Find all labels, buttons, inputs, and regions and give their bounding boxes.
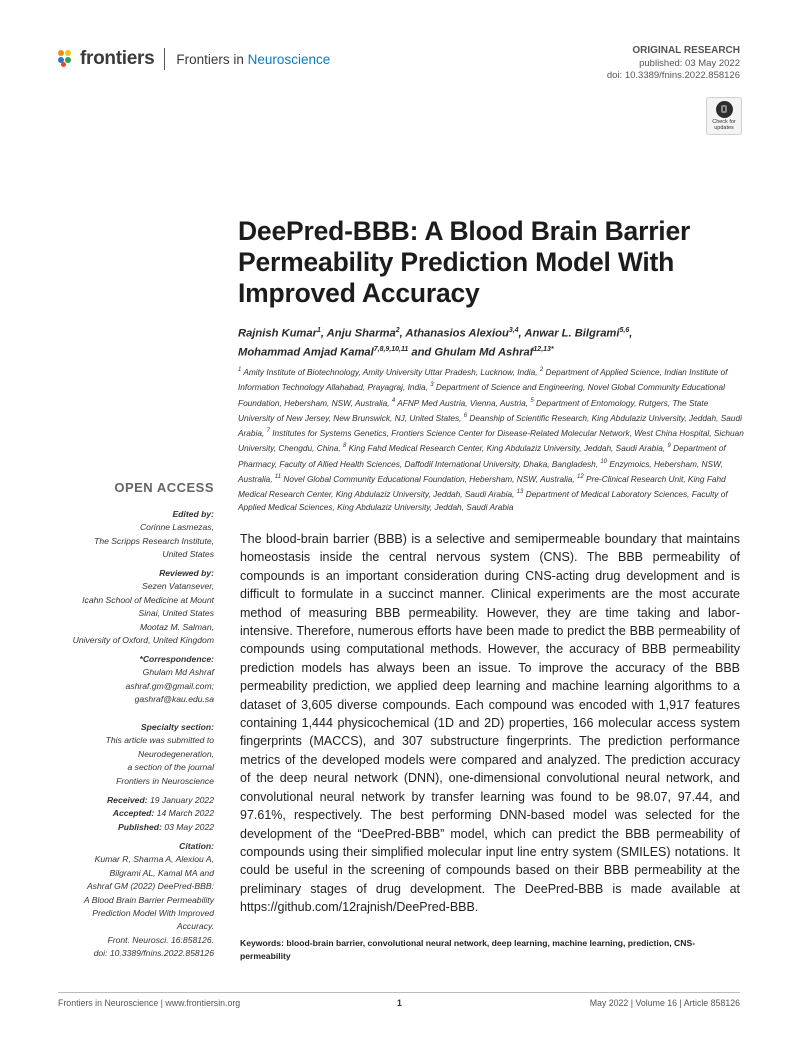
affiliation-text: Department of Pharmacy, Faculty of Allied Health Sciences, Daffodil International University, Dhaka, Bangladesh, [238, 443, 726, 469]
sidebar-line: University of Oxford, United Kingdom [72, 635, 214, 646]
affiliations [238, 364, 744, 515]
edited-by-lines [24, 521, 214, 561]
abstract-text: The blood-brain barrier (BBB) is a selective and semipermeable boundary that maintains homeostasis inside the central nervous system (CNS). The BBB permeability of compounds is an important consideration during CNS-acting drug development and is difficult to formulate in a succinct manner. Clinical experiments are the most accurate method of measuring BBB permeability. However, they are time taking and labor-intensive. Therefore, numerous efforts have been made to predict the BBB permeability of compounds using computational methods. However, the accuracy of BBB permeability prediction models has always been an issue. To improve the accuracy of the BBB permeability prediction, we applied deep learning and machine learning algorithms to a dataset of 3,605 diverse compounds. Each compound was encoded with 1,917 features containing 1,444 physicochemical (1D and 2D) properties, 166 molecular access system fingerprints (MACCS), and 307 substructure fingerprints. The prediction performance metrics of the developed models were compared and analyzed. The prediction accuracy of the deep neural network (DNN), one-dimensional convolutional neural network, and convolutional neural network by transfer learning was found to be 98.07, 97.44, and 97.61%, respectively. The best performing DNN-based model was selected for the development of the “DeePred-BBB” model, which can predict the BBB permeability of compounds using their simplified molecular input line entry system (SMILES) notations. It could be useful in the screening of compounds based on their BBB permeability at the preliminary stages of drug development. The DeePred-BBB is made available at https://github.com/12rajnish/DeePred-BBB. [240, 532, 740, 915]
sidebar-line: Prediction Model With Improved [92, 908, 214, 919]
affiliation-number: 2 [539, 367, 544, 373]
logo-divider [164, 48, 165, 70]
sidebar-line: Ashraf GM (2022) DeePred-BBB: [86, 881, 214, 892]
sidebar-line: Corinne Lasmezas, [139, 522, 214, 533]
correspondence-section [24, 653, 214, 707]
affiliation-text: Department of Medical Laboratory Sciences, Faculty of Applied Medical Sciences, King Abdulaziz University, Jeddah, Saudi Arabia [238, 488, 728, 513]
author-affiliation-marker: 1 [316, 327, 321, 334]
affiliation-number: 5 [530, 397, 534, 404]
frontiers-logo[interactable] [58, 47, 330, 71]
specialty-label: Specialty section: [140, 722, 214, 732]
affiliation-number: 9 [667, 443, 671, 450]
author-affiliation-marker: 3,4 [508, 327, 519, 334]
footer-issue-info: May 2022 | Volume 16 | Article 858126 [589, 998, 740, 1008]
reviewed-by-lines [24, 580, 214, 647]
affiliation-number: 13 [516, 489, 524, 496]
affiliation-text: King Fahd Medical Research Center, King Abdulaziz University, Jeddah, Saudi Arabia, [346, 443, 668, 454]
article-doi[interactable]: doi: 10.3389/fnins.2022.858126 [606, 70, 740, 81]
affiliation-text: Department of Science and Engineering, Novel Global Community Educational Foundation, Hebersham, NSW, Australia, [238, 382, 726, 408]
sidebar-line: Neurodegeneration, [138, 748, 214, 759]
affiliation-number: 10 [600, 458, 608, 465]
citation-section [24, 840, 214, 961]
specialty-section [24, 721, 214, 788]
check-badge-line1: Check for [712, 119, 736, 125]
sidebar-line: a section of the journal [127, 762, 214, 773]
author-separator: , [399, 327, 406, 340]
correspondence-label: *Correspondence: [139, 654, 214, 664]
sidebar-line: Bilgrami AL, Kamal MA and [109, 867, 214, 878]
correspondence-lines[interactable] [24, 666, 214, 706]
page-number: 1 [397, 998, 402, 1008]
journal-accent: Neuroscience [247, 51, 331, 67]
affiliation-text: Institutes for Systems Genetics, Frontiers Science Center for Disease-Related Molecular Network, West China Hospital, Sichuan University, Chengdu, China, [238, 427, 744, 454]
sidebar-line: Sinai, United States [138, 608, 214, 619]
author-affiliation-marker: 12,13* [533, 345, 554, 353]
footer-divider [58, 992, 740, 993]
article-type: ORIGINAL RESEARCH [632, 45, 740, 56]
sidebar-line: This article was submitted to [105, 735, 214, 746]
affiliation-text: Amity Institute of Biotechnology, Amity University Uttar Pradesh, Lucknow, India, [241, 366, 540, 377]
sidebar-line: doi: 10.3389/fnins.2022.858126 [93, 948, 214, 959]
footer-journal-link[interactable]: Frontiers in Neuroscience | www.frontiersin.org [58, 998, 241, 1008]
author-name[interactable]: Mohammad Amjad Kamal [238, 346, 374, 359]
affiliation-text: Deanship of Scientific Research, King Abdulaziz University, Jeddah, Saudi Arabia, [238, 412, 742, 438]
affiliation-number: 12 [577, 473, 584, 480]
edited-by-section [24, 508, 214, 562]
journal-name [176, 52, 330, 67]
journal-prefix: Frontiers in [176, 51, 244, 67]
affiliation-number: 11 [274, 473, 282, 480]
author-separator: and [408, 346, 435, 359]
specialty-lines [24, 734, 214, 788]
reviewed-by-label: Reviewed by: [159, 568, 214, 578]
affiliation-text: Enzymoics, Hebersham, NSW, Australia, [238, 458, 723, 484]
published-sidebar-date: 03 May 2022 [164, 821, 214, 832]
sidebar-line: Ghulam Md Ashraf [142, 667, 214, 678]
affiliation-number: 8 [343, 443, 347, 450]
affiliation-number: 7 [266, 428, 270, 435]
sidebar-line: Accuracy. [176, 921, 214, 932]
received-date: 19 January 2022 [149, 795, 214, 805]
sidebar-line: Frontiers in Neuroscience [116, 775, 214, 786]
author-name[interactable]: Rajnish Kumar [238, 327, 317, 340]
citation-label: Citation: [179, 841, 214, 851]
accepted-label: Accepted: [112, 808, 155, 819]
author-separator: , [629, 327, 633, 340]
sidebar-line: Icahn School of Medicine at Mount [82, 594, 214, 605]
affiliation-text: AFNP Med Austria, Vienna, Austria, [395, 397, 531, 408]
sidebar-line: A Blood Brain Barrier Permeability [83, 894, 214, 905]
frontiers-logo-icon [58, 50, 76, 68]
sidebar-line: The Scripps Research Institute, [94, 535, 214, 546]
reviewed-by-section [24, 567, 214, 647]
accepted-date: 14 March 2022 [156, 808, 214, 819]
sidebar-line: United States [162, 549, 214, 560]
brand-name: frontiers [80, 48, 155, 69]
open-access-label: OPEN ACCESS [114, 480, 214, 495]
keywords: Keywords: blood-brain barrier, convolutional neural network, deep learning, machine learning, prediction, CNS-permeability [240, 938, 696, 961]
affiliation-text: Novel Global Community Educational Foundation, Hebersham, NSW, Australia, [281, 473, 578, 484]
article-meta [607, 45, 740, 83]
author-list [238, 323, 748, 360]
citation-lines [24, 853, 214, 960]
published-date: published: 03 May 2022 [639, 57, 740, 69]
author-name[interactable]: Athanasios Alexiou [405, 327, 509, 340]
article-dates [107, 794, 214, 834]
sidebar-line: Front. Neurosci. 16:858126. [107, 934, 214, 945]
author-affiliation-marker: 5,6 [619, 327, 630, 334]
author-affiliation-marker: 2 [395, 327, 400, 334]
check-for-updates-button[interactable] [706, 97, 742, 135]
sidebar-line: gashraf@kau.edu.sa [134, 694, 214, 705]
affiliation-number: 6 [463, 412, 468, 419]
affiliation-text: Department of Entomology, Rutgers, The State University of New Jersey, New Brunswick, NJ, United States, [238, 397, 709, 423]
affiliation-text: Pre-Clinical Research Unit, King Fahd Medical Research Center, King Abdulaziz University, Jeddah, Saudi Arabia, [238, 473, 726, 499]
author-affiliation-marker: 7,8,9,10,11 [373, 345, 409, 353]
sidebar-line: Mootaz M. Salman, [139, 621, 214, 632]
bookmark-icon [716, 101, 733, 118]
affiliation-text: Department of Applied Science, Indian Institute of Information Technology Allahabad, Prayagraj, India, [238, 366, 728, 393]
sidebar-line: Kumar R, Sharma A, Alexiou A, [94, 854, 214, 865]
affiliation-number: 4 [391, 397, 396, 404]
check-badge-line2: updates [714, 125, 734, 131]
published-label: Published: [117, 821, 162, 832]
affiliation-number: 1 [238, 367, 242, 373]
author-name[interactable]: Anwar L. Bilgrami [524, 327, 620, 340]
article-title: DeePred-BBB: A Blood Brain Barrier Permeability Prediction Model With Improved Accuracy [238, 216, 691, 308]
edited-by-label: Edited by: [172, 509, 214, 519]
sidebar-line: Sezen Vatansever, [142, 581, 214, 592]
author-separator: , [320, 327, 327, 340]
author-name[interactable]: Anju Sharma [326, 327, 396, 340]
sidebar-line: ashraf.gm@gmail.com; [125, 680, 214, 691]
affiliation-number: 3 [430, 382, 434, 389]
author-separator: , [518, 327, 525, 340]
received-label: Received: [106, 795, 148, 805]
author-name[interactable]: Ghulam Md Ashraf [434, 346, 534, 359]
